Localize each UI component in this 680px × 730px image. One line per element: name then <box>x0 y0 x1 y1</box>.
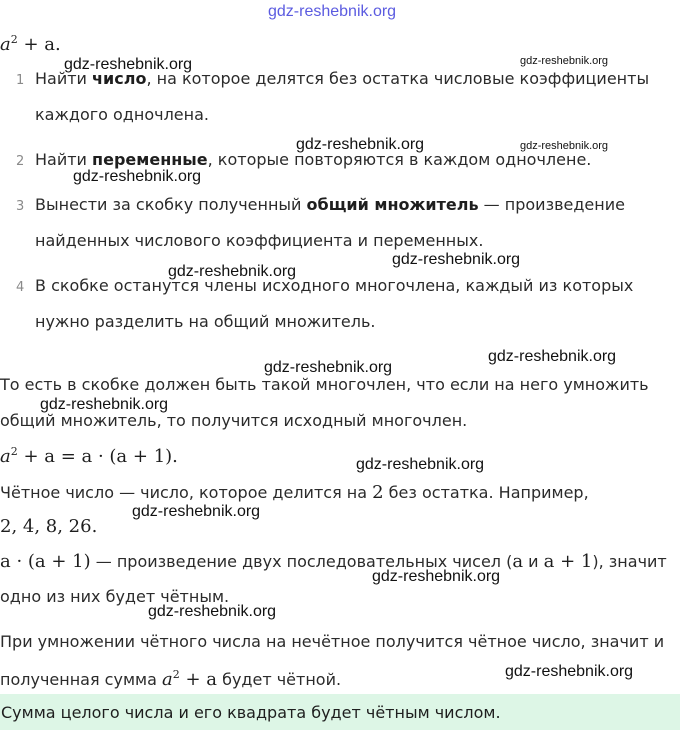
final-statement-line2: полученная сумма $a^2 + a$ будет чётной. <box>0 668 342 690</box>
step-text: Найти переменные, которые повторяются в каждом одночлене. <box>35 150 592 169</box>
watermark: gdz-reshebnik.org <box>392 251 521 268</box>
even-examples: 2, 4, 8, 26. <box>0 516 98 537</box>
final-statement: При умножении чётного числа на нечётное получится чётное число, значит и <box>0 632 665 651</box>
product-statement: a · (a + 1) — произведение двух последовательных чисел (a и a + 1), значит <box>0 551 667 572</box>
watermark: gdz-reshebnik.org <box>505 663 634 680</box>
step-1 <box>16 69 650 88</box>
step-3 <box>16 195 625 214</box>
watermark: gdz-reshebnik.org <box>488 348 617 365</box>
product-statement-line2: одно из них будет чётным. <box>0 587 230 606</box>
step-4-line2: нужно разделить на общий множитель. <box>35 312 376 331</box>
even-definition: Чётное число — число, которое делится на 2 без остатка. Например, <box>0 482 589 503</box>
answer-text: Сумма целого числа и его квадрата будет чётным числом. <box>1 703 501 722</box>
watermark: gdz-reshebnik.org <box>356 456 485 473</box>
paragraph-explanation: То есть в скобке должен быть такой многочлен, что если на него умножить <box>0 375 649 394</box>
paragraph-explanation-line2: общий множитель, то получится исходный многочлен. <box>0 411 468 430</box>
watermark: gdz-reshebnik.org <box>296 136 425 153</box>
watermark: gdz-reshebnik.org <box>264 359 393 376</box>
watermark: gdz-reshebnik.org <box>132 503 261 520</box>
watermark: gdz-reshebnik.org <box>520 140 609 152</box>
watermark: gdz-reshebnik.org <box>168 263 297 280</box>
watermark: gdz-reshebnik.org <box>520 55 609 67</box>
step-4 <box>16 276 634 295</box>
answer-box <box>0 694 680 730</box>
step-text: Найти число, на которое делятся без остатка числовые коэффициенты <box>35 69 650 88</box>
step-number: 1 <box>16 73 25 88</box>
expression-top: $a^2 + a$. <box>0 33 61 55</box>
watermark: gdz-reshebnik.org <box>372 568 501 585</box>
expression-factored: $a^2 + a = a \cdot (a + 1)$. <box>0 445 178 467</box>
step-3-line2: найденных числового коэффициента и переменных. <box>35 231 484 250</box>
watermark: gdz-reshebnik.org <box>148 603 277 620</box>
header-watermark: gdz-reshebnik.org <box>268 3 397 20</box>
watermark: gdz-reshebnik.org <box>40 396 169 413</box>
step-number: 2 <box>16 154 25 169</box>
watermark: gdz-reshebnik.org <box>64 56 193 73</box>
step-1-line2: каждого одночлена. <box>35 105 209 124</box>
step-text: Вынести за скобку полученный общий множитель — произведение <box>35 195 625 214</box>
step-number: 3 <box>16 199 25 214</box>
step-number: 4 <box>16 280 25 295</box>
step-2 <box>16 150 592 169</box>
watermark: gdz-reshebnik.org <box>73 168 202 185</box>
step-text: В скобке останутся члены исходного многочлена, каждый из которых <box>35 276 634 295</box>
